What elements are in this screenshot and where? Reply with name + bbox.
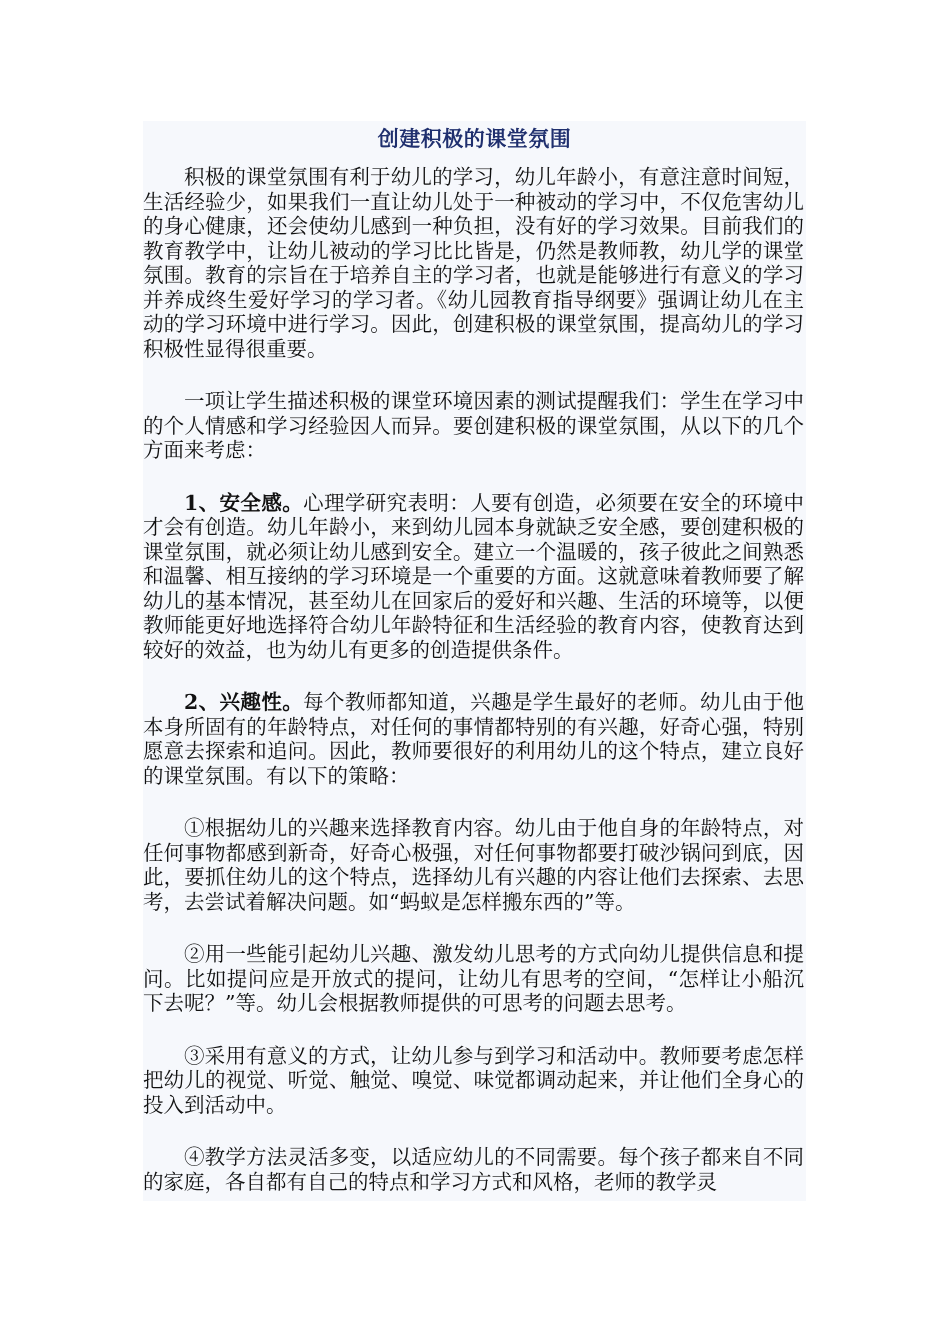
paragraph-interest [143, 690, 806, 788]
paragraph-text: ③采用有意义的方式，让幼儿参与到学习和活动中。教师要考虑怎样把幼儿的视觉、听觉、触觉、嗅觉、味觉都调动起来，并让他们全身心的投入到活动中。 [143, 1043, 804, 1117]
paragraph-strategy-2 [143, 942, 806, 1016]
paragraph-strategy-3 [143, 1044, 806, 1118]
paragraph-text: ②用一些能引起幼儿兴趣、激发幼儿思考的方式向幼儿提供信息和提问。比如提问应是开放式的提问，让幼儿有思考的空间，“怎样让小船沉下去呢？”等。幼儿会根据教师提供的可思考的问题去思考。 [143, 942, 804, 1015]
paragraph-text: 每个教师都知道，兴趣是学生最好的老师。幼儿由于他本身所固有的年龄特点，对任何的事情都特别的有兴趣，好奇心强，特别愿意去探索和追问。因此，教师要很好的利用幼儿的这个特点，建立良好的课堂氛围。有以下的策略： [143, 690, 805, 788]
paragraph-text: ①根据幼儿的兴趣来选择教育内容。幼儿由于他自身的年龄特点，对任何事物都感到新奇，好奇心极强，对任何事物都要打破沙锅问到底，因此，要抓住幼儿的这个特点，选择幼儿有兴趣的内容让他们去探索、去思考，去尝试着解决问题。如“蚂蚁是怎样搬东西的”等。 [143, 816, 804, 914]
section-heading-interest: 2、兴趣性。 [184, 690, 304, 714]
paragraph-text: ④教学方法灵活多变，以适应幼儿的不同需要。每个孩子都来自不同的家庭，各自都有自己的特点和学习方式和风格，老师的教学灵 [143, 1145, 804, 1194]
paragraph-safety [143, 491, 806, 663]
paragraph-text: 心理学研究表明：人要有创造，必须要在安全的环境中才会有创造。幼儿年龄小，来到幼儿园本身就缺乏安全感，要创建积极的课堂氛围，就必须让幼儿感到安全。建立一个温暖的，孩子彼此之间熟悉和温馨、相互接纳的学习环境是一个重要的方面。这就意味着教师要了解幼儿的基本情况，甚至幼儿在回家后的爱好和兴趣、生活的环境等，以便教师能更好地选择符合幼儿年龄特征和生活经验的教育内容，使教育达到较好的效益，也为幼儿有更多的创造提供条件。 [143, 490, 805, 662]
article-title: 创建积极的课堂氛围 [377, 126, 572, 151]
paragraph-intro [143, 165, 806, 361]
paragraph-text: 一项让学生描述积极的课堂环境因素的测试提醒我们：学生在学习中的个人情感和学习经验因人而异。要创建积极的课堂氛围，从以下的几个方面来考虑： [143, 389, 804, 462]
paragraph-strategy-1 [143, 816, 806, 914]
section-heading-safety: 1、安全感。 [184, 490, 304, 515]
article-body [143, 121, 806, 1201]
paragraph-aspects [143, 389, 806, 463]
paragraph-text: 积极的课堂氛围有利于幼儿的学习，幼儿年龄小，有意注意时间短，生活经验少，如果我们一直让幼儿处于一种被动的学习中，不仅危害幼儿的身心健康，还会使幼儿感到一种负担，没有好的学习效果。目前我们的教育教学中，让幼儿被动的学习比比皆是，仍然是教师教，幼儿学的课堂氛围。教育的宗旨在于培养自主的学习者，也就是能够进行有意义的学习并养成终生爱好学习的学习者。《幼儿园教育指导纲要》强调让幼儿在主动的学习环境中进行学习。因此，创建积极的课堂氛围，提高幼儿的学习积极性显得很重要。 [143, 165, 804, 361]
paragraph-strategy-4 [143, 1145, 806, 1194]
